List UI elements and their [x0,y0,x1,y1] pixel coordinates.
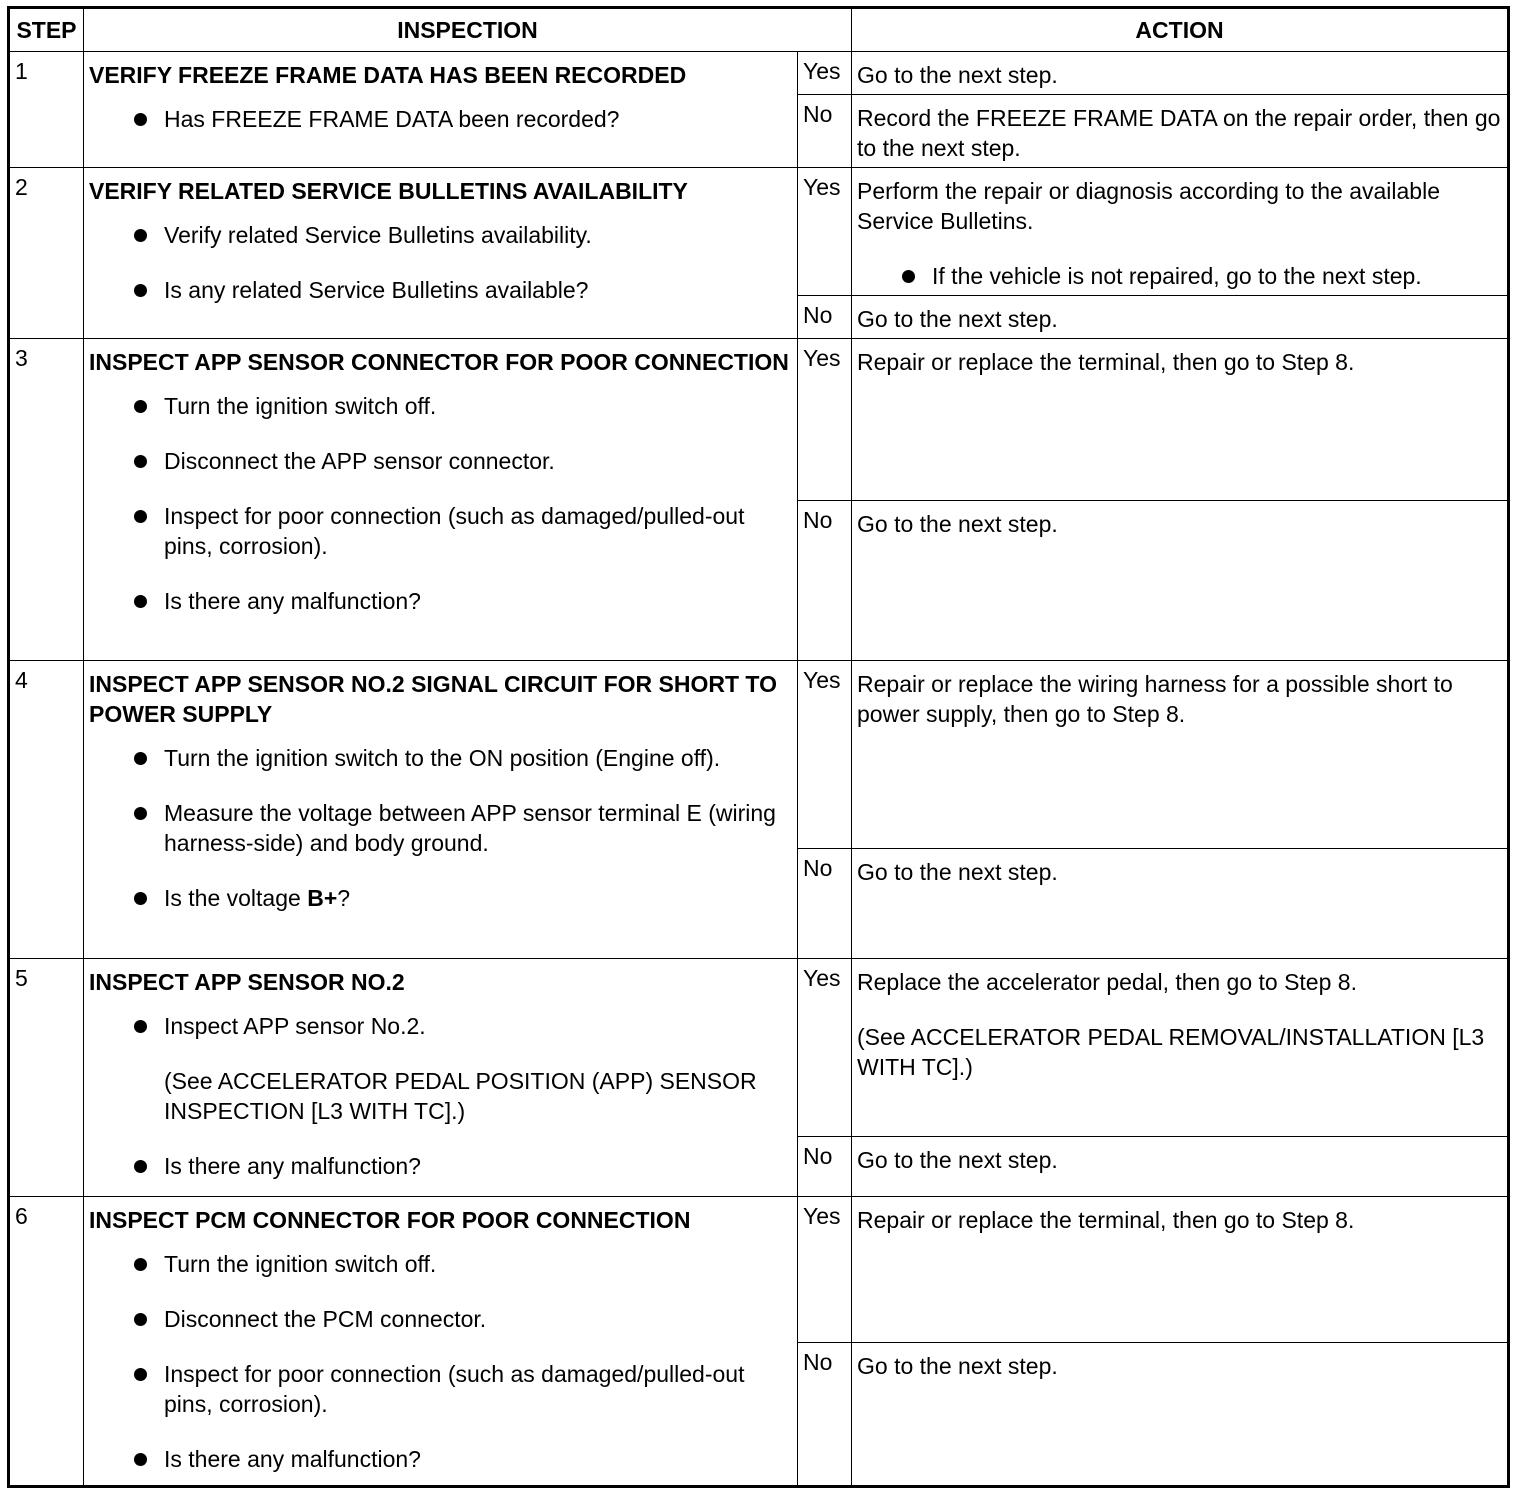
inspection-cell [84,959,798,1197]
yes-label: Yes [798,661,852,849]
yes-action [852,959,1509,1137]
inspection-cell [84,52,798,168]
yes-label: Yes [798,959,852,1137]
inspection-bullet: Inspect for poor connection (such as damaged/pulled-out pins, corrosion). [89,501,792,561]
yes-label: Yes [798,1197,852,1343]
no-action-text: Go to the next step. [857,511,1058,537]
bullet-text: Is the voltage [164,885,308,911]
table-header-row [9,8,1509,52]
yes-action [852,339,1509,501]
yes-action-text: Repair or replace the wiring harness for a possible short to power supply, then go to Step 8. [857,671,1453,727]
table-row [9,1197,1509,1343]
inspection-bullet: Inspect for poor connection (such as damaged/pulled-out pins, corrosion). [89,1359,792,1419]
yes-action-text: Repair or replace the terminal, then go to Step 8. [857,1207,1355,1233]
diagnostic-procedure-table [7,6,1510,1488]
yes-action-reference-note: (See ACCELERATOR PEDAL REMOVAL/INSTALLATION [L3 WITH TC].) [857,1024,1485,1080]
inspection-bullet: Turn the ignition switch off. [89,1249,792,1279]
no-label: No [798,95,852,168]
yes-action-text: Replace the accelerator pedal, then go to Step 8. [857,969,1357,995]
no-action [852,1137,1509,1197]
no-action [852,296,1509,339]
yes-action-text: Perform the repair or diagnosis according to the available Service Bulletins. [857,178,1441,234]
inspection-cell [84,168,798,339]
step-number: 4 [9,661,84,959]
yes-action [852,168,1509,296]
table-row [9,168,1509,296]
inspection-bullet: Has FREEZE FRAME DATA been recorded? [89,104,792,134]
inspection-bullet: Is there any malfunction? [89,1151,792,1181]
no-action-text: Go to the next step. [857,859,1058,885]
yes-label: Yes [798,339,852,501]
no-label: No [798,501,852,661]
no-label: No [798,849,852,959]
no-action-text: Record the FREEZE FRAME DATA on the repair order, then go to the next step. [857,105,1501,161]
step-number: 1 [9,52,84,168]
inspection-bullet: Disconnect the APP sensor connector. [89,446,792,476]
yes-label: Yes [798,168,852,296]
action-column-header: ACTION [852,8,1509,52]
inspection-reference-note: (See ACCELERATOR PEDAL POSITION (APP) SENSOR INSPECTION [L3 WITH TC].) [164,1068,757,1124]
inspection-title: VERIFY FREEZE FRAME DATA HAS BEEN RECORDED [89,62,687,88]
voltage-value: B+ [307,885,338,911]
no-action-text: Go to the next step. [857,1147,1058,1173]
inspection-bullet: Turn the ignition switch to the ON position (Engine off). [89,743,792,773]
no-action [852,501,1509,661]
no-action-text: Go to the next step. [857,1353,1058,1379]
step-number: 3 [9,339,84,661]
no-action-text: Go to the next step. [857,306,1058,332]
inspection-column-header: INSPECTION [84,8,852,52]
inspection-bullet: Is there any malfunction? [89,586,792,616]
yes-action [852,52,1509,95]
inspection-bullet: Measure the voltage between APP sensor terminal E (wiring harness-side) and body ground. [89,798,792,858]
no-action [852,95,1509,168]
inspection-bullet: Inspect APP sensor No.2. [89,1011,792,1041]
yes-action [852,661,1509,849]
table-row [9,959,1509,1137]
inspection-bullet: Is any related Service Bulletins available? [89,275,792,305]
table-row [9,339,1509,501]
step-number: 2 [9,168,84,339]
no-label: No [798,1137,852,1197]
inspection-title: INSPECT APP SENSOR CONNECTOR FOR POOR CONNECTION [89,349,789,375]
yes-label: Yes [798,52,852,95]
inspection-bullet: Turn the ignition switch off. [89,391,792,421]
bullet-text: ? [337,885,351,911]
inspection-cell [84,661,798,959]
step-number: 5 [9,959,84,1197]
inspection-title: INSPECT APP SENSOR NO.2 SIGNAL CIRCUIT FOR SHORT TO POWER SUPPLY [89,671,777,727]
no-action [852,849,1509,959]
no-action [852,1343,1509,1487]
inspection-title: VERIFY RELATED SERVICE BULLETINS AVAILABILITY [89,178,688,204]
inspection-bullet: Is there any malfunction? [89,1444,792,1474]
table-row [9,661,1509,849]
inspection-bullet: Disconnect the PCM connector. [89,1304,792,1334]
table-row [9,52,1509,95]
inspection-title: INSPECT APP SENSOR NO.2 [89,969,405,995]
yes-action-text: Go to the next step. [857,62,1058,88]
yes-action-text: Repair or replace the terminal, then go to Step 8. [857,349,1355,375]
step-number: 6 [9,1197,84,1487]
inspection-cell [84,339,798,661]
yes-action [852,1197,1509,1343]
no-label: No [798,296,852,339]
inspection-bullet [89,883,792,913]
inspection-cell [84,1197,798,1487]
inspection-title: INSPECT PCM CONNECTOR FOR POOR CONNECTION [89,1207,691,1233]
step-column-header: STEP [9,8,84,52]
inspection-bullet: Verify related Service Bulletins availability. [89,220,792,250]
yes-action-bullet: If the vehicle is not repaired, go to the next step. [857,261,1502,291]
no-label: No [798,1343,852,1487]
